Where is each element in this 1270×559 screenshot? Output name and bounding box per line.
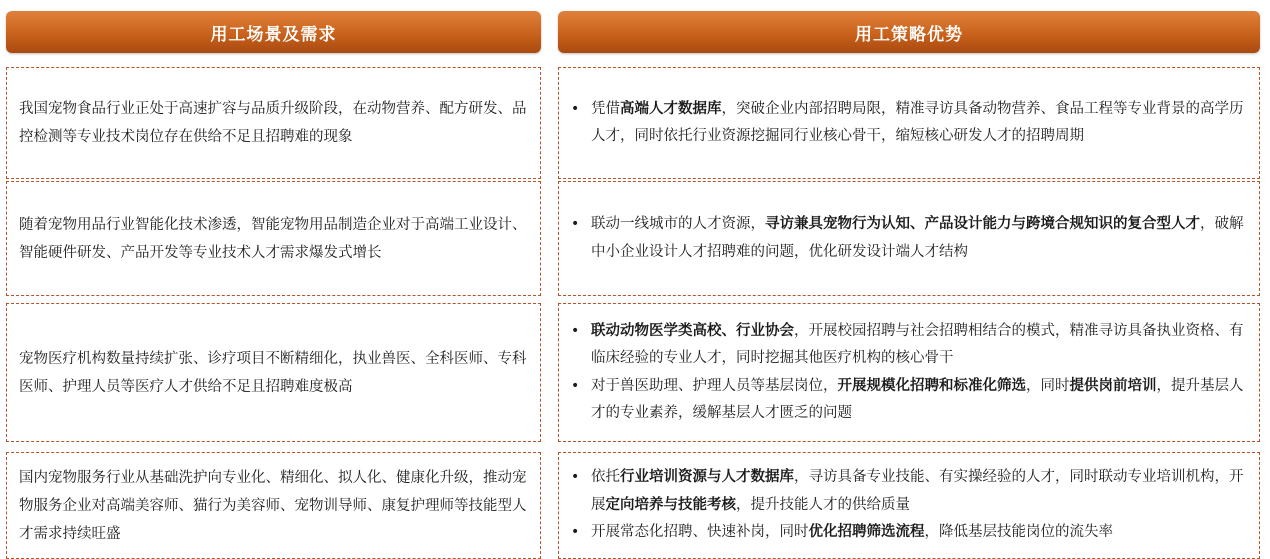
scenario-text: 随着宠物用品行业智能化技术渗透，智能宠物用品制造企业对于高端工业设计、智能硬件研发、产品开发等专业技术人才需求爆发式增长 — [19, 216, 527, 261]
strategy-bullet-text — [591, 96, 1249, 151]
strategy-bullet — [571, 318, 1249, 373]
strategy-bullet-text — [591, 211, 1249, 266]
plain-text: ，寻访具备专业技能、有实操经验的人才，同时联动专业培训机构，开展 — [591, 469, 1244, 513]
emphasis-text: 提供岗前培训 — [1069, 377, 1157, 394]
strategy-box-food — [558, 67, 1260, 179]
plain-text: ，破解中小企业设计人才招聘难的问题，优化研发设计端人才结构 — [591, 216, 1244, 260]
emphasis-text: 高端人才数据库 — [620, 100, 722, 117]
plain-text: 联动一线城市的人才资源， — [591, 216, 765, 232]
bullet-dot-icon: • — [571, 524, 580, 541]
strategy-bullet — [571, 96, 1249, 151]
strategy-box-medical — [558, 303, 1260, 442]
emphasis-text: 定向培养与技能考核 — [605, 496, 736, 513]
strategy-bullet-text — [591, 519, 1249, 547]
scenario-text: 我国宠物食品行业正处于高速扩容与品质升级阶段，在动物营养、配方研发、品控检测等专业技术岗位存在供给不足且招聘难的现象 — [19, 101, 527, 145]
bullet-dot-icon: • — [571, 216, 580, 232]
emphasis-text: 开展规模化招聘和标准化筛选 — [837, 377, 1026, 394]
bullet-dot-icon: • — [571, 322, 580, 339]
emphasis-text: 寻访兼具宠物行为认知、产品设计能力与跨境合规知识的复合型人才 — [765, 216, 1200, 232]
plain-text: ，提升基层人才的专业素养，缓解基层人才匮乏的问题 — [591, 377, 1244, 421]
right-column — [558, 11, 1260, 541]
strategy-bullet — [571, 373, 1249, 428]
plain-text: 凭借 — [591, 100, 620, 117]
scenario-box-services — [6, 452, 541, 559]
right-header-title: 用工策略优势 — [855, 24, 963, 45]
strategy-bullet-text — [591, 318, 1249, 373]
left-header — [6, 11, 541, 53]
strategy-bullet-text — [591, 373, 1249, 428]
strategy-bullet — [571, 519, 1249, 547]
bullet-dot-icon: • — [571, 100, 580, 117]
scenario-box-food — [6, 67, 541, 179]
left-column — [6, 11, 541, 542]
left-header-title: 用工场景及需求 — [210, 24, 337, 45]
emphasis-text: 优化招聘筛选流程 — [808, 524, 925, 541]
plain-text: ，提升技能人才的供给质量 — [736, 496, 910, 513]
plain-text: ，降低基层技能岗位的流失率 — [924, 524, 1113, 541]
scenario-text: 宠物医疗机构数量持续扩张、诊疗项目不断精细化，执业兽医、全科医师、专科医师、护理人员等医疗人才供给不足且招聘难度极高 — [19, 350, 527, 395]
strategy-box-supplies — [558, 181, 1260, 296]
emphasis-text: 行业培训资源与人才数据库 — [620, 469, 794, 486]
right-header — [558, 11, 1260, 53]
strategy-bullet — [571, 464, 1249, 519]
bullet-dot-icon: • — [571, 469, 580, 486]
strategy-box-services — [558, 452, 1260, 559]
scenario-box-medical — [6, 303, 541, 442]
strategy-bullet — [571, 211, 1249, 266]
strategy-bullet-text — [591, 464, 1249, 519]
plain-text: 开展常态化招聘、快速补岗，同时 — [591, 524, 809, 541]
plain-text: 依托 — [591, 469, 620, 486]
plain-text: ，同时 — [1026, 377, 1070, 394]
scenario-text: 国内宠物服务行业从基础洗护向专业化、精细化、拟人化、健康化升级，推动宠物服务企业对高端美容师、猫行为美容师、宠物训导师、康复护理师等技能型人才需求持续旺盛 — [19, 469, 527, 542]
plain-text: ，突破企业内部招聘局限，精准寻访具备动物营养、食品工程等专业背景的高学历人才，同时依托行业资源挖掘同行业核心骨干，缩短核心研发人才的招聘周期 — [591, 100, 1244, 144]
plain-text: ，开展校园招聘与社会招聘相结合的模式，精准寻访具备执业资格、有临床经验的专业人才，同时挖掘其他医疗机构的核心骨干 — [591, 322, 1244, 366]
bullet-dot-icon: • — [571, 377, 580, 394]
plain-text: 对于兽医助理、护理人员等基层岗位， — [591, 377, 838, 394]
emphasis-text: 联动动物医学类高校、行业协会 — [591, 322, 794, 339]
scenario-box-supplies — [6, 181, 541, 296]
